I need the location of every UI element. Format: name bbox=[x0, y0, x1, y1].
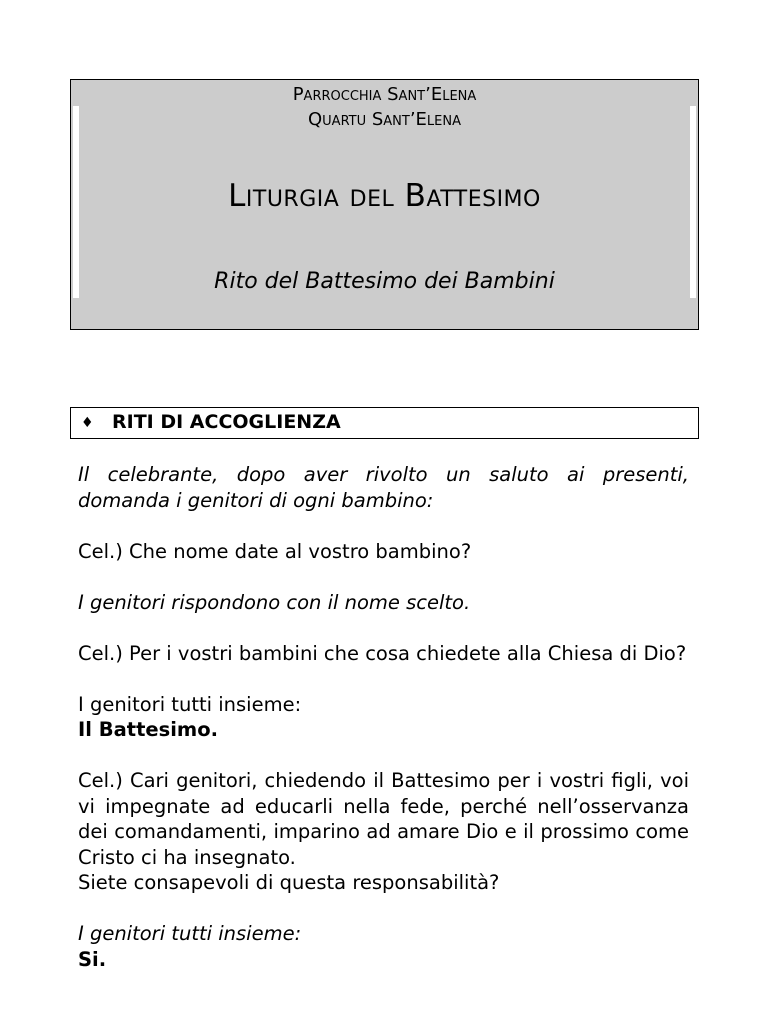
section-heading-box bbox=[70, 407, 699, 439]
diamond-bullet-icon: ♦ bbox=[81, 415, 94, 431]
parents-response-yes-text: Si. bbox=[78, 947, 107, 971]
header-box bbox=[70, 79, 699, 330]
parents-response-yes-label: I genitori tutti insieme: bbox=[78, 922, 302, 945]
parents-response-baptism bbox=[78, 692, 689, 743]
celebrant-question-request: Cel.) Per i vostri bambini che cosa chiedete alla Chiesa di Dio? bbox=[78, 641, 687, 665]
parents-response-text: Il Battesimo. bbox=[78, 718, 219, 741]
section-title: RITI DI ACCOGLIENZA bbox=[112, 411, 341, 433]
celebrant-exhortation-text: Cel.) Cari genitori, chiedendo il Battesimo per i vostri figli, voi vi impegnate ad educarli nella fede, perché nell’osservanza dei comandamenti, imparino ad amare Dio e il prossimo come Cristo ci ha insegnato. bbox=[78, 769, 689, 869]
document-title: Liturgia del Battesimo bbox=[228, 178, 541, 214]
rubric-parents-answer: I genitori rispondono con il nome scelto. bbox=[78, 590, 471, 614]
document-body bbox=[78, 462, 689, 998]
parish-name: Parrocchia Sant’Elena bbox=[292, 84, 477, 105]
celebrant-question-name: Cel.) Che nome date al vostro bambino? bbox=[78, 539, 472, 563]
parents-response-yes bbox=[78, 921, 689, 972]
rubric-intro: Il celebrante, dopo aver rivolto un saluto ai presenti, domanda i genitori di ogni bambino: bbox=[78, 463, 689, 512]
parents-response-label: I genitori tutti insieme: bbox=[78, 692, 302, 716]
document-subtitle: Rito del Battesimo dei Bambini bbox=[214, 269, 555, 294]
celebrant-exhortation bbox=[78, 768, 689, 896]
parish-town: Quartu Sant’Elena bbox=[308, 109, 461, 130]
celebrant-exhortation-question: Siete consapevoli di questa responsabilità? bbox=[78, 871, 500, 894]
